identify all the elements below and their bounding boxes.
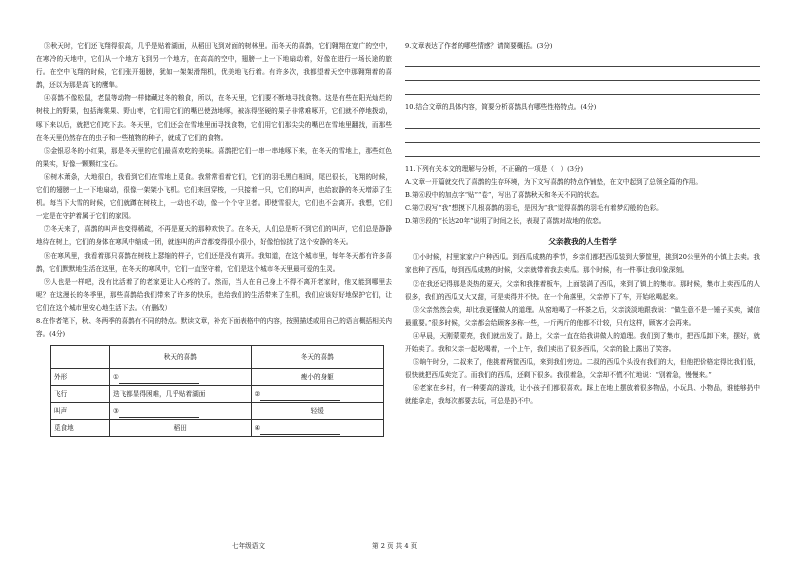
table-cell: 轻缓 [251,403,383,420]
passage-paragraph: ⑥老家在乡村，有一种要高的游戏，让小孩子们都很喜欢。踩上在地上摆放着很多物品，小玩具、小物品，谁能够扔中就能拿走，我每次都要去玩，可总是扔不中。 [405,384,760,406]
table-cell: 外形 [51,369,110,386]
answer-blank[interactable] [251,386,383,403]
answer-blank[interactable] [110,369,252,386]
passage-paragraph: ⑧在寒风里，我看着那只喜鹊在树枝上瑟缩的样子，它们还是没有离开。我知道，在这个城市里，每年冬天都有许多喜鹊，它们默默地生活在这里，在冬天的寒风中，它们一直坚守着，它们是这个城市冬天里最可爱的生灵。 [36,251,392,273]
question-11: 11.下列有关本文的理解与分析，不正确的一项是（ ）(3分) [405,164,584,173]
passage-paragraph: ③秋天时，它们还飞翔得很高，几乎是贴着湖面，从稻田飞到对面的树林里。而冬天的喜鹊，它们翱翔在宽广的空中，在寒冷的天地中，它们从一个地方飞到另一个地方，在高高的空中，翅膀一上一下地扇动着，好像在进行一场长途的旅行。在空中飞翔的时候，它们张开翅膀，犹如一架架滑翔机，优美地飞行着。有许多次，我都望着天空中那翱翔着的喜鹊，还以为那是高飞的鹰隼。 [36,42,392,90]
passage-paragraph: ⑤晌午时分，二叔来了，他挑着两筐西瓜，来到我们旁边。二叔的西瓜个头没有我们的大，但他把价格定得比我们低，很快就把西瓜卖完了。而我们的西瓜，还剩下很多。我很着急，父亲却不慌不忙地说：“别着急，慢慢来。” [405,358,760,380]
answer-line[interactable] [405,81,760,95]
subject-label: 七年级语文 [232,542,265,550]
table-cell: 叫声 [51,403,110,420]
answer-line[interactable] [405,114,760,128]
option-a[interactable]: A.文章一开篇就交代了喜鹊的生存环境，为下文写喜鹊的特点作铺垫，在文中起到了总领全篇的作用。 [405,177,702,186]
left-column [36,40,392,437]
blank-line [119,375,199,384]
question-10: 10.结合文章的具体内容，简要分析喜鹊具有哪些性格特点。(4分) [405,103,597,112]
table-cell: 迭飞都显得困难，几乎贴着湖面 [110,386,252,403]
passage-paragraph: ①小时候，村里家家户户种西瓜。到西瓜成熟的季节，乡亲们都把西瓜装到大箩筐里，挑到20公里外的小镇上去卖。我家也种了西瓜，每到西瓜成熟的时候，父亲就带着我去卖瓜。那个时候，有一件事让我印象深刻。 [405,253,760,275]
passage-paragraph: ④早晨，天刚蒙蒙亮，我们就出发了。路上，父亲一直在给我讲做人的道理。我们到了集市，把西瓜卸下来，摆好，就开始卖了。我和父亲一起吆喝着，一个上午，我们卖出了很多西瓜，父亲的脸上露出了笑容。 [405,331,760,353]
blank-number: ② [254,389,261,398]
question-8: 8.在作者笔下，秋、冬两季的喜鹊有不同的特点。默读文章，补充下面表格中的内容，按照描述或用自己的语言概括相关内容。(4分) [36,316,392,339]
table-row [51,386,384,403]
option-b[interactable]: B.第⑥段中的加点字“贴”“卷”，写出了喜鹊秋天和冬天不同的状态。 [405,190,604,199]
passage-paragraph: ④喜鹊不像松鼠，老鼠等动物一样储藏过冬的粮食，所以，在冬天里，它们要不断地寻找食物。这是有些在阳光灿烂的树枝上的野果，包括海棠果、野山枣，它们用它们的嘴巴使劲地啄，被冻得坚硬的果子非常难啄开，它们就不停地拨动，啄下来以后，就把它们吃下去。冬天里，它们还会在雪地里面寻找食物，它们用它们那尖尖的嘴巴在雪地里翻找，而那些在冬天里仍然存在的虫子和一些植物的种子，就成了它们的食物。 [36,94,392,142]
passage-paragraph: ⑤金银忍冬的小红果，那是冬天里的它们最喜欢吃的美味。喜鹊把它们一串一串地啄下来，在冬天的雪地上，那些红色的果实，好像一颗颗红宝石。 [36,146,392,168]
page-number: 第 2 页 共 4 页 [372,542,418,550]
table-cell: 觅食地 [51,420,110,437]
table-row [51,369,384,386]
answer-line[interactable] [405,53,760,67]
blank-line [260,392,340,401]
table-cell: 稻田 [110,420,252,437]
blank-number: ③ [113,406,119,415]
table-header-cell [51,346,110,369]
answer-line[interactable] [405,67,760,81]
comparison-table [50,345,384,437]
answer-line[interactable] [405,129,760,143]
table-header-row [51,346,384,369]
passage-paragraph: ②在我还记得那是炎热的夏天，父亲和我推着板车，上面装满了西瓜，来到了镇上的集市。那时候，集市上卖西瓜的人很多，我们的西瓜又大又甜，可是卖得并不快。在一个角落里，父亲停下了车，开始吆喝起来。 [405,279,760,301]
option-d[interactable]: D.第⑨段的“长达20年”说明了时间之长，表现了喜鹊对故地的依恋。 [405,217,606,226]
right-column [405,40,760,408]
option-c[interactable]: C.第⑦段写“我”想摸下几根喜鹊的羽毛，是因为“我”觉得喜鹊的羽毛有着梦幻般的色彩。 [405,204,663,213]
table-row [51,403,384,420]
table-header-cell: 冬天的喜鹊 [251,346,383,369]
passage-paragraph: ⑨人也是一样吧，没有比活着了的老家更让人心疼的了。然而，当人在自己身上不得不离开老家时，他又能到哪里去呢？在这漫长的冬季里，那些喜鹊给我们带来了许多的快乐，也给我们的生活带来了生机，我们应该好好地保护它们，让它们在这个城市里安心地生活下去。（有删改） [36,277,392,312]
passage-paragraph: ③父亲然然会卖，却比我更懂做人的道理。从窑地喝了一杯茶之后，父亲淡淡地跟我说：“做生意不是一锤子买卖，诚信最重要。”很多时候，父亲都会给顾客多称一些，一斤两斤的他都不计较，只有这样，顾客才会再来。 [405,305,760,327]
blank-number: ④ [254,423,261,432]
table-cell: 飞行 [51,386,110,403]
blank-line [119,409,199,418]
table-row [51,420,384,437]
table-cell: 瘦小的身躯 [251,369,383,386]
answer-line[interactable] [405,143,760,157]
passage-title: 父亲教我的人生哲学 [548,237,617,247]
answer-blank[interactable] [251,420,383,437]
passage-paragraph: ⑥树木萧条，大地很白，我看到它们在雪地上觅食。我常常看着它们，它们的羽毛黑白相间，尾巴很长，飞翔的时候，它们的翅膀一上一下地扇动，很像一架架小飞机。它们来回穿梭，一只接着一只，它们的叫声，也给寂静的冬天增添了生机。每当下大雪的时候，它们就蹲在树枝上，一动也不动，像一个个守卫者。即使雪很大，它们也不会离开。我想，它们一定是在守护着属于它们的家园。 [36,172,392,221]
passage-paragraph: ⑦冬天来了，喜鹊的叫声也变得稀疏，不再是夏天的那种欢快了。在冬天，人们总是听不到它们的叫声，它们总是静静地待在树上，它们的身体在寒风中缩成一团，就连叫的声音都变得很小很小，好像怕惊扰了这个安静的冬天。 [36,225,392,247]
question-9: 9.文章表达了作者的哪些情感？请简要概括。(3分) [405,42,553,50]
answer-blank[interactable] [110,403,252,420]
blank-number: ① [113,372,119,381]
table-header-cell: 秋天的喜鹊 [110,346,252,369]
blank-line [260,426,340,435]
